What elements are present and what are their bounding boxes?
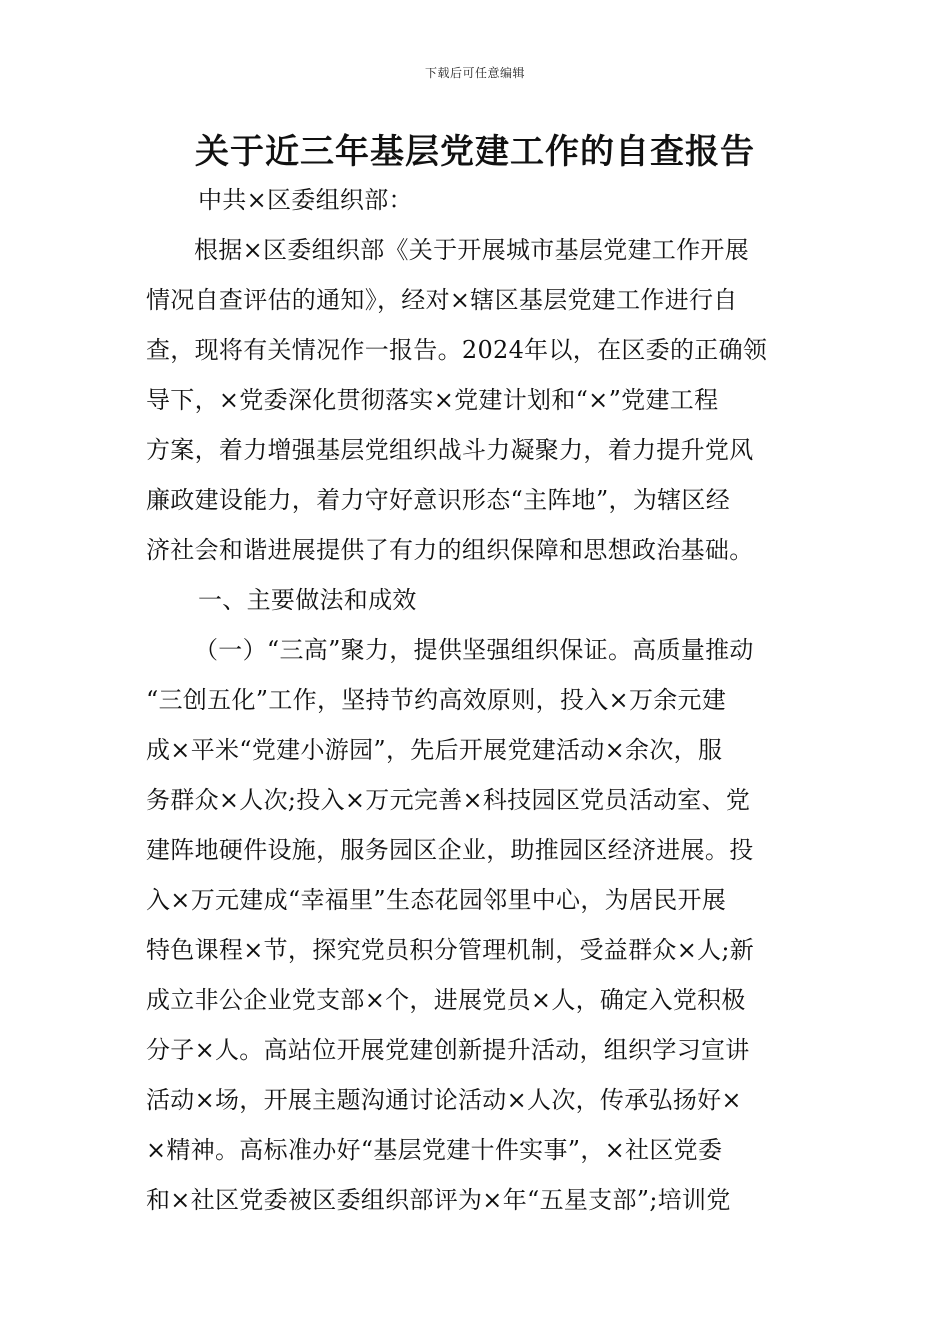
paragraph-line: 特色课程×节，探究党员积分管理机制，受益群众×人;新 [146, 936, 755, 964]
document-body [146, 175, 810, 1225]
paragraph-line: 廉政建设能力，着力守好意识形态“主阵地”，为辖区经 [146, 486, 731, 514]
paragraph-line: 和×社区党委被区委组织部评为×年“五星支部”;培训党 [146, 1186, 731, 1214]
paragraph-line: （一）“三高”聚力，提供坚强组织保证。高质量推动 [194, 636, 754, 664]
paragraph-line: 建阵地硬件设施，服务园区企业，助推园区经济进展。投 [146, 836, 754, 864]
paragraph-line: 济社会和谐进展提供了有力的组织保障和思想政治基础。 [146, 536, 754, 564]
paragraph-line: “三创五化”工作，坚持节约高效原则，投入×万余元建 [146, 686, 727, 714]
paragraph-line: ×精神。高标准办好“基层党建十件实事”，×社区党委 [146, 1136, 723, 1164]
paragraph-line: 情况自查评估的通知》，经对×辖区基层党建工作进行自 [146, 286, 738, 314]
paragraph-line: 成立非公企业党支部×个，进展党员×人，确定入党积极 [146, 986, 746, 1014]
paragraph-line: 活动×场，开展主题沟通讨论活动×人次，传承弘扬好× [146, 1086, 742, 1114]
header-note: 下载后可任意编辑 [424, 66, 525, 80]
salutation-line: 中共×区委组织部： [198, 186, 413, 214]
paragraph-line: 务群众×人次;投入×万元完善×科技园区党员活动室、党 [146, 786, 751, 814]
paragraph-line: 分子×人。高站位开展党建创新提升活动，组织学习宣讲 [146, 1036, 750, 1064]
section-heading: 一、主要做法和成效 [198, 586, 417, 614]
paragraph-line: 成×平米“党建小游园”，先后开展党建活动×余次，服 [146, 736, 723, 764]
paragraph-line: 入×万元建成“幸福里”生态花园邻里中心，为居民开展 [146, 886, 727, 914]
paragraph-line: 导下，×党委深化贯彻落实×党建计划和“×”党建工程 [146, 386, 719, 414]
paragraph-line: 根据×区委组织部《关于开展城市基层党建工作开展 [194, 236, 750, 264]
document-title: 关于近三年基层党建工作的自查报告 [195, 132, 755, 172]
paragraph-line: 方案，着力增强基层党组织战斗力凝聚力，着力提升党风 [146, 436, 754, 464]
paragraph-line: 查，现将有关情况作一报告。2024年以，在区委的正确领 [146, 336, 768, 364]
